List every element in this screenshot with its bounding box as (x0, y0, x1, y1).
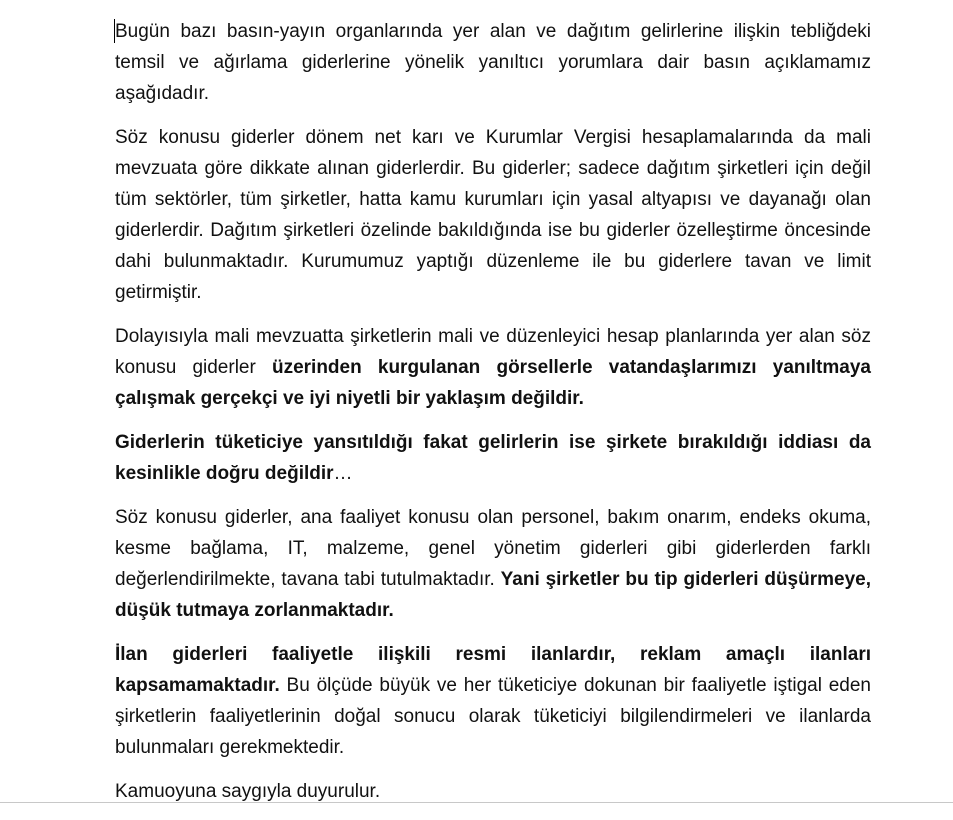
paragraph-run: Söz konusu giderler, ana faaliyet konusu olan personel, bakım onarım, endeks okuma, kesme bağlama, IT, malzeme, genel yönetim giderleri gibi giderlerden farklı değerlendirilmekte, tavana tabi tutulmaktadır. (115, 507, 871, 590)
paragraph-run-bold: İlan giderleri faaliyetle ilişkili resmi ilanlardır, reklam amaçlı ilanları kapsamamaktadır. (115, 644, 871, 696)
paragraph-run: … (333, 463, 353, 484)
paragraph-run: Söz konusu giderler dönem net karı ve Kurumlar Vergisi hesaplamalarında da mali mevzuata göre dikkate alınan giderlerdir. Bu giderler; sadece dağıtım şirketleri için değil tüm sektörler, tüm şirketler, hatta kamu kurumları için yasal altyapısı ve dayanağı olan giderlerdir. Dağıtım şirketleri özelinde bakıldığında ise bu giderler özelleştirme öncesinde dahi bulunmaktadır. Kurumumuz yaptığı düzenleme ile bu giderlere tavan ve limit getirmiştir. (115, 127, 871, 303)
paragraph-run-bold: üzerinden kurgulanan görsellerle vatandaşlarımızı yanıltmaya çalışmak gerçekçi ve iyi niyetli bir yaklaşım değildir. (115, 357, 871, 409)
paragraph-run: Bugün bazı basın-yayın organlarında yer alan ve dağıtım gelirlerine ilişkin tebliğdeki temsil ve ağırlama giderlerine yönelik yanıltıcı yorumlara dair basın açıklamamız aşağıdadır. (115, 21, 871, 104)
document-body[interactable] (115, 16, 871, 820)
paragraph-run: Dolayısıyla mali mevzuatta şirketlerin mali ve düzenleyici hesap planlarında yer alan söz konusu giderler (115, 326, 871, 378)
paragraph-run: Bu ölçüde büyük ve her tüketiciye dokunan bir faaliyetle iştigal eden şirketlerin faaliyetlerinin doğal sonucu olarak tüketiciyi bilgilendirmeleri ve ilanlarda bulunmaları gerekmektedir. (115, 675, 871, 758)
paragraph-misleading-visuals (115, 321, 871, 414)
paragraph-intro (115, 16, 871, 109)
paragraph-expenses-legal-basis (115, 122, 871, 308)
paragraph-run: Kamuoyuna saygıyla duyurulur. (115, 781, 381, 802)
paragraph-claim-rebuttal (115, 427, 871, 489)
paragraph-advertisement-expenses (115, 639, 871, 763)
paragraph-expense-cap (115, 502, 871, 626)
page-bottom-divider (0, 802, 953, 803)
paragraph-run-bold: Giderlerin tüketiciye yansıtıldığı fakat gelirlerin ise şirkete bırakıldığı iddiası da kesinlikle doğru değildir (115, 432, 871, 484)
paragraph-run-bold: Yani şirketler bu tip giderleri düşürmeye, düşük tutmaya zorlanmaktadır. (115, 569, 871, 621)
